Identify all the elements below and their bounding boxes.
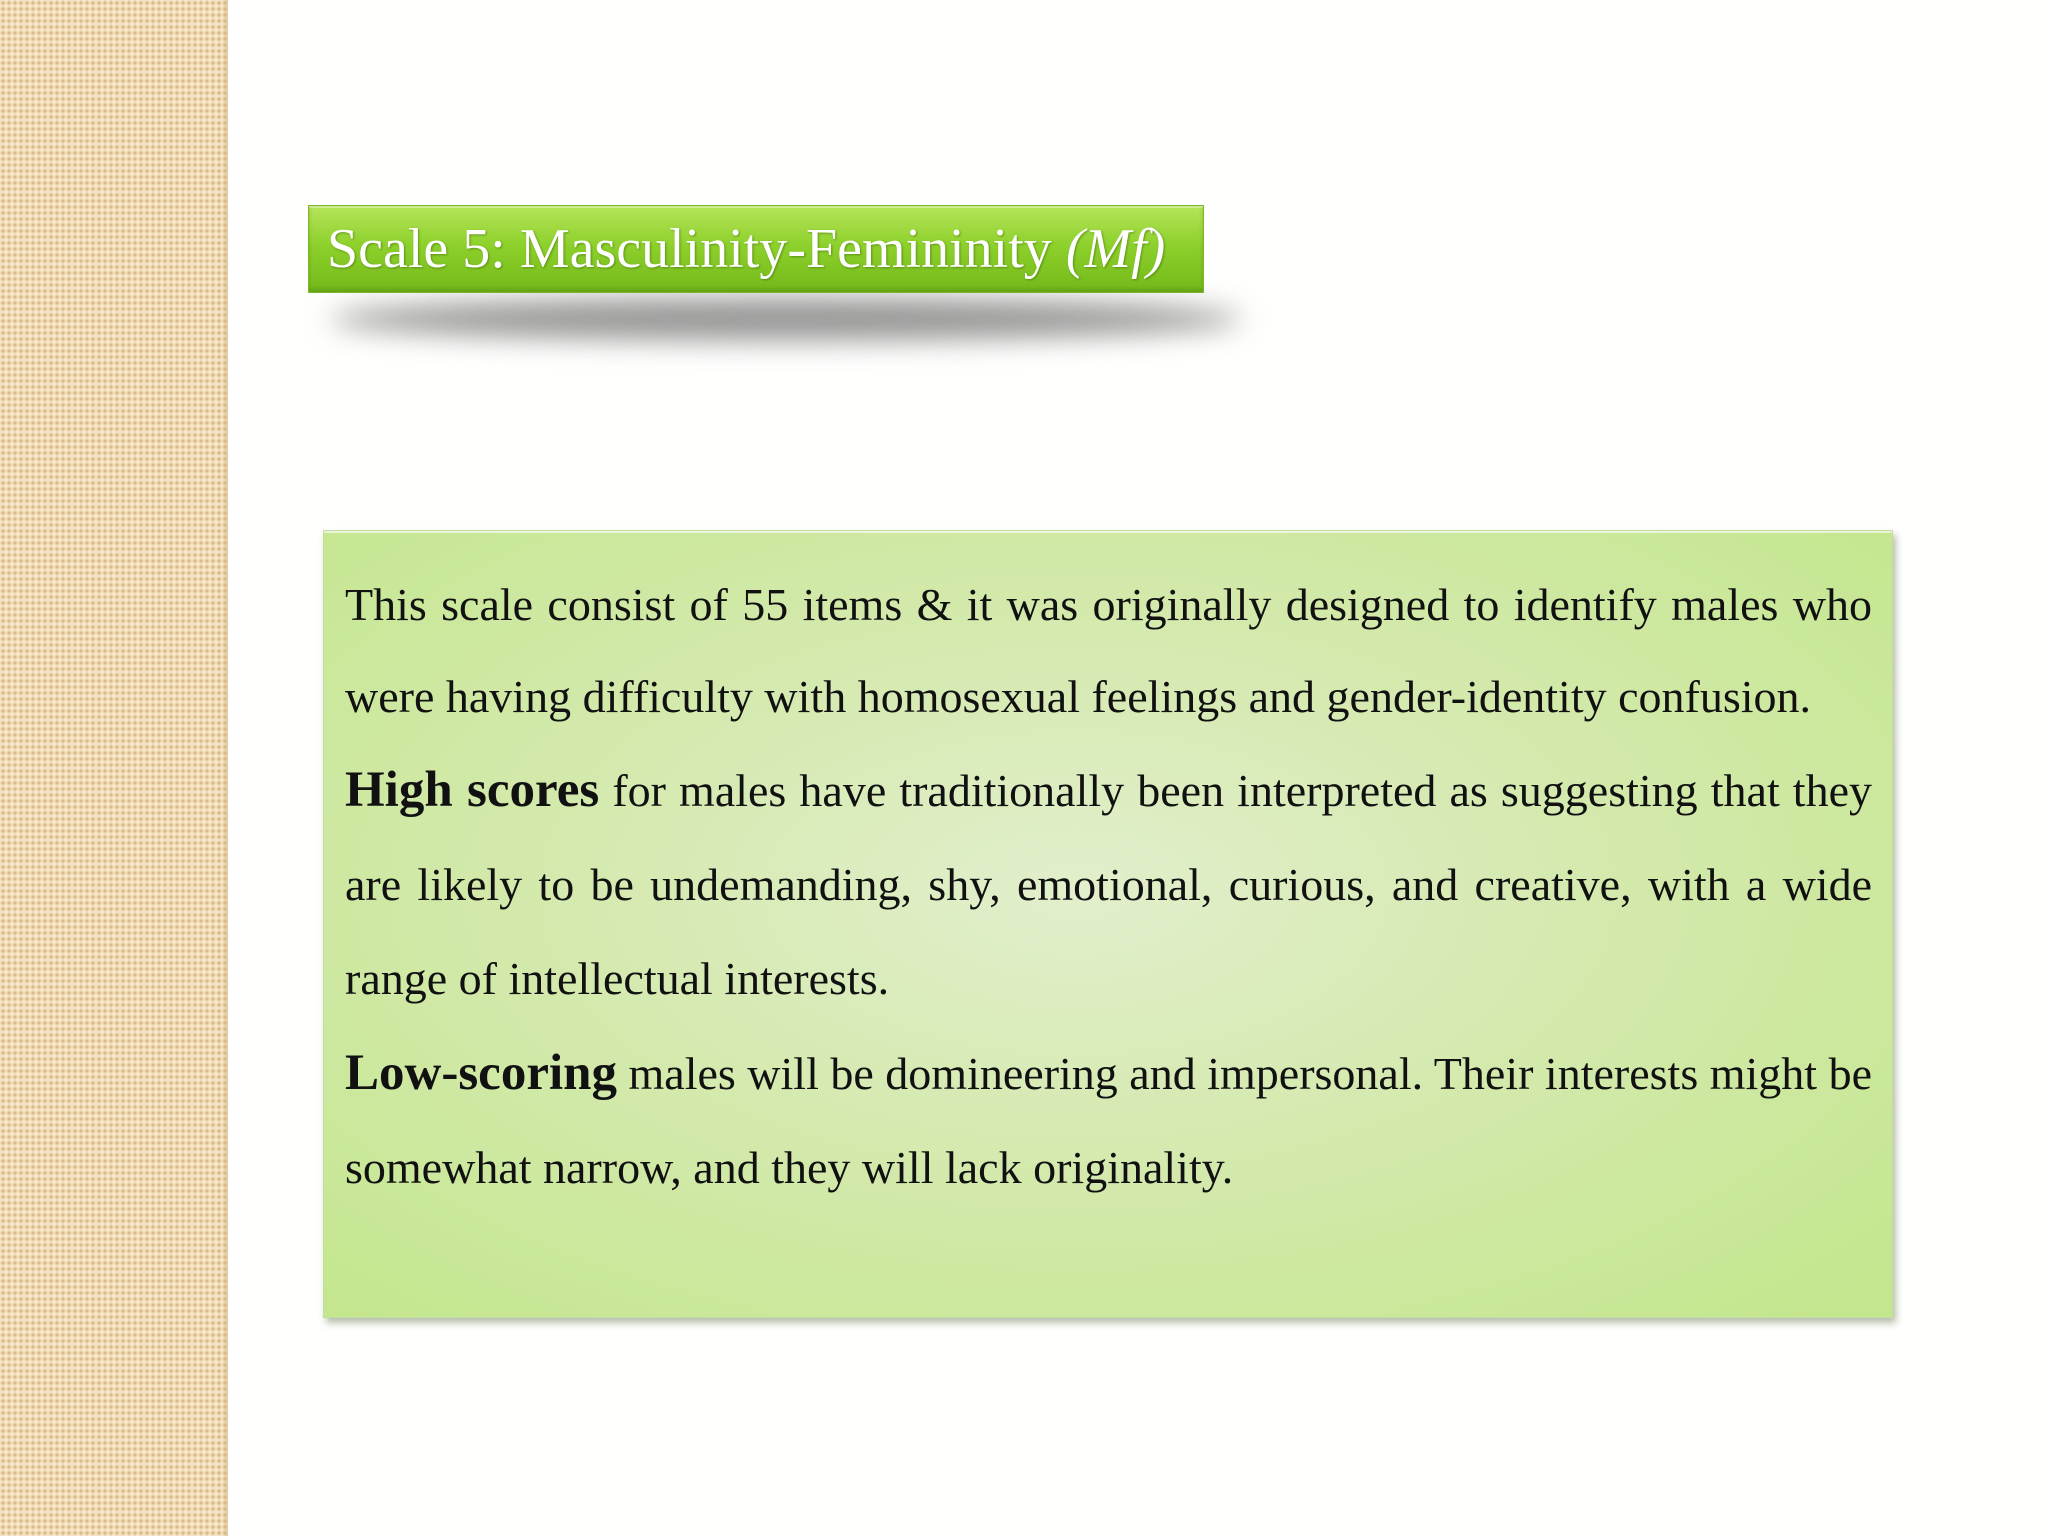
decorative-side-strip	[0, 0, 228, 1536]
paragraph-high-scores	[345, 743, 1872, 1026]
paragraph-intro-text: This scale consist of 55 items & it was originally designed to identify males who were having difficulty with homosexual feelings and gender-identity confusion.	[345, 579, 1872, 722]
paragraph-intro	[345, 559, 1872, 743]
slide-title-banner	[308, 205, 1204, 293]
slide-title-italic: (Mf)	[1065, 218, 1166, 280]
slide-title	[327, 218, 1166, 280]
title-shadow	[330, 298, 1242, 340]
paragraph-low-scoring	[345, 1026, 1872, 1215]
content-box	[323, 530, 1893, 1318]
low-scoring-text: males will be domineering and impersonal. Their interests might be somewhat narrow, and they will lack originality.	[345, 1048, 1872, 1193]
high-scores-lead: High scores	[345, 762, 600, 818]
slide-title-main: Scale 5: Masculinity-Femininity	[327, 218, 1052, 280]
low-scoring-lead: Low-scoring	[345, 1045, 617, 1101]
high-scores-text: for males have traditionally been interpreted as suggesting that they are likely to be undemanding, shy, emotional, curious, and creative, with a wide range of intellectual interests.	[345, 765, 1873, 1004]
